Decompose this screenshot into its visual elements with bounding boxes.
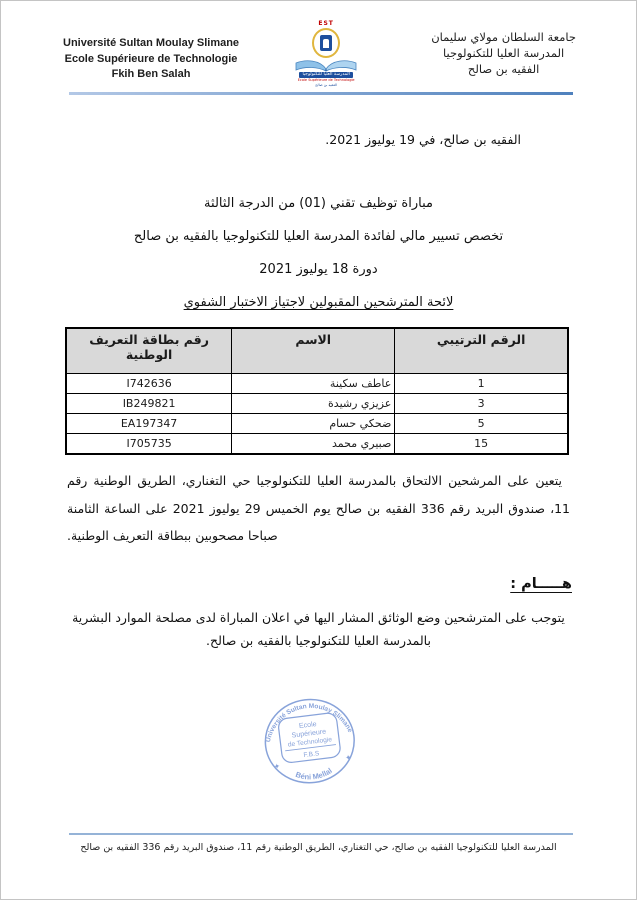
rank-cell: 3 bbox=[395, 394, 568, 414]
stamp-star-left-icon: ✦ bbox=[273, 761, 281, 772]
table-row bbox=[66, 374, 568, 394]
id-cell: I742636 bbox=[66, 374, 232, 394]
school-name-ar: المدرسة العليا للتكنولوجيا bbox=[443, 46, 565, 60]
candidates-table bbox=[65, 327, 569, 455]
stamp-university-arc-text: Université Sultan Moulay Slimane bbox=[264, 702, 354, 743]
stamp-line-fbs: F.B.S bbox=[303, 750, 320, 760]
id-cell: I705735 bbox=[66, 434, 232, 455]
rank-cell: 1 bbox=[395, 374, 568, 394]
name-cell: ضحكي حسام bbox=[232, 414, 395, 434]
university-name-fr: Université Sultan Moulay Slimane bbox=[63, 37, 240, 49]
id-cell: EA197347 bbox=[66, 414, 232, 434]
title-specialty: تخصص تسيير مالي لفائدة المدرسة العليا للتكنولوجيا بالفقيه بن صالح bbox=[133, 229, 504, 244]
table-header-row bbox=[66, 328, 568, 374]
document-header bbox=[63, 21, 576, 87]
svg-text:Béni Mellal bbox=[293, 766, 334, 784]
logo-subline-fr: Ecole Supérieure de Technologie bbox=[297, 78, 355, 82]
name-cell: صبيري محمد bbox=[232, 434, 395, 455]
name-cell: عاطف سكينة bbox=[232, 374, 395, 394]
stamp-line-technologie: de Technologie bbox=[287, 736, 333, 749]
important-paragraph: يتوجب على المترشحين وضع الوثائق المشار اليها في اعلان المباراة لدى مصلحة الموارد البشرية بالمدرسة العليا للتكنولوجيا بالفقيه بن صالح. bbox=[72, 610, 565, 648]
table-row bbox=[66, 394, 568, 414]
stamp-line-superieure: Supérieure bbox=[291, 727, 327, 740]
document-titles bbox=[31, 194, 606, 326]
stamp-city-arc-text: Béni Mellal bbox=[294, 766, 334, 782]
rank-cell: 15 bbox=[395, 434, 568, 455]
institution-name-fr bbox=[63, 36, 239, 83]
university-name-ar: جامعة السلطان مولاي سليمان bbox=[431, 30, 576, 44]
logo-band-label: المدرسة العليا للتكنولوجيا bbox=[299, 72, 352, 78]
logo-emblem-icon bbox=[320, 35, 332, 51]
instructions-paragraph: يتعين على المرشحين الالتحاق بالمدرسة العليا للتكنولوجيا حي التغناري، الطريق الوطنية رقم 11، صندوق البريد رقم 336 الفقيه بن صالح يوم الخميس 29 يوليوز 2021 على الساعة الثامنة صباحا مصحوبين ببطاقة التعريف الوطنية. bbox=[67, 473, 571, 543]
name-cell: عزيزي رشيدة bbox=[232, 394, 395, 414]
open-book-icon bbox=[294, 56, 358, 72]
title-session: دورة 18 يوليوز 2021 bbox=[259, 262, 378, 277]
footer-address: المدرسة العليا للتكنولوجيا الفقيه بن صالح، حي التغناري، الطريق الوطنية رقم 11، صندوق البريد رقم 336 الفقيه بن صالح bbox=[80, 842, 557, 853]
logo-subline-ar: الفقيه بن صالح bbox=[315, 82, 338, 87]
table-row bbox=[66, 434, 568, 455]
city-name-fr: Fkih Ben Salah bbox=[111, 68, 191, 80]
institution-name-ar bbox=[431, 29, 576, 77]
logo-emblem-core-icon bbox=[323, 39, 329, 48]
id-cell: IB249821 bbox=[66, 394, 232, 414]
school-name-fr: Ecole Supérieure de Technologie bbox=[64, 52, 238, 65]
city-name-ar: الفقيه بن صالح bbox=[467, 62, 540, 76]
title-competition: مباراة توظيف تقني (01) من الدرجة الثالثة bbox=[204, 196, 433, 211]
header-rank: الرقم الترتيبي bbox=[395, 328, 568, 374]
rank-cell: 5 bbox=[395, 414, 568, 434]
table-row bbox=[66, 414, 568, 434]
header-divider bbox=[69, 92, 573, 95]
important-heading: هـــــام : bbox=[510, 576, 572, 592]
date-line: الفقيه بن صالح، في 19 يوليوز 2021. bbox=[325, 132, 521, 147]
stamp-star-right-icon: ✦ bbox=[344, 752, 353, 763]
stamp-line-ecole: Ecole bbox=[298, 720, 318, 731]
logo-laurel-wreath-icon bbox=[312, 28, 340, 58]
header-national-id: رقم بطاقة التعريف الوطنية bbox=[66, 328, 232, 374]
school-logo bbox=[290, 21, 362, 87]
title-list-heading: لائحة المترشحين المقبولين لاجتياز الاختبار الشفوي bbox=[183, 295, 454, 310]
logo-est-label: EST bbox=[318, 20, 334, 27]
footer-divider bbox=[69, 833, 573, 835]
official-stamp bbox=[247, 684, 373, 801]
header-name: الاسم bbox=[232, 328, 395, 374]
